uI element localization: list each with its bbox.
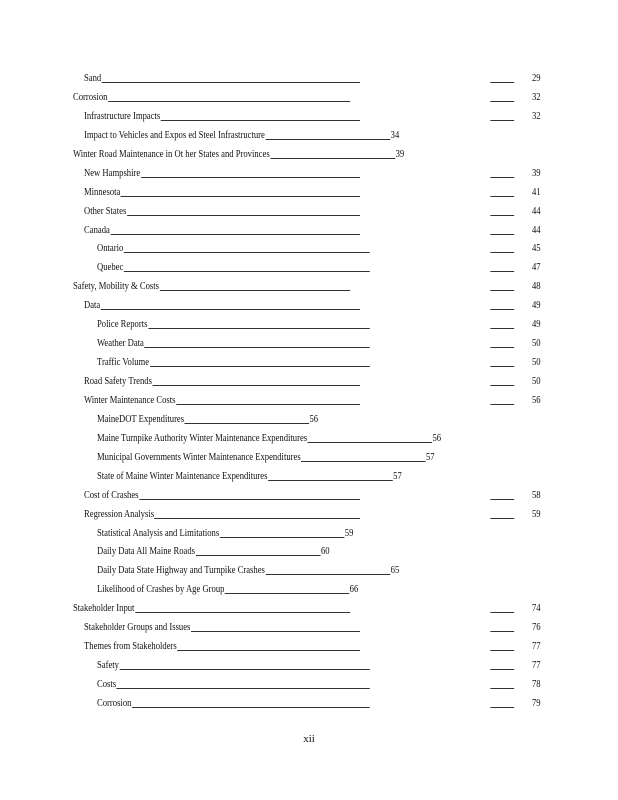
toc-entry-title: Other States: [83, 205, 127, 217]
toc-dot-leader: [153, 385, 360, 386]
toc-entry-page: 57: [393, 470, 402, 482]
toc-entry-page: 39: [531, 167, 541, 179]
toc-short-leader: [490, 366, 514, 367]
toc-entry-page: 29: [531, 73, 541, 84]
toc-entry-page: 66: [349, 584, 359, 596]
toc-dot-leader: [111, 234, 360, 235]
toc-dot-leader: [301, 461, 426, 462]
toc-short-leader: [490, 707, 514, 708]
toc-dot-leader: [124, 252, 370, 253]
toc-dot-leader: [102, 82, 360, 83]
toc-entry[interactable]: [0, 335, 541, 354]
toc-entry[interactable]: [0, 525, 507, 544]
toc-entry[interactable]: [0, 657, 541, 676]
toc-dot-leader: [141, 177, 360, 178]
toc-dot-leader: [220, 537, 345, 538]
toc-entry-title: Weather Data: [96, 338, 144, 350]
toc-dot-leader: [121, 196, 360, 197]
toc-entry-title: Quebec: [96, 262, 124, 274]
toc-entry-title: Ontario: [96, 243, 124, 255]
toc-entry-page: 41: [531, 186, 541, 198]
toc-entry[interactable]: [0, 89, 541, 108]
toc-entry-page: 58: [531, 489, 541, 501]
toc-entry[interactable]: [0, 297, 541, 316]
toc-dot-leader: [132, 707, 370, 708]
toc-entry-page: 44: [531, 224, 541, 236]
toc-entry[interactable]: [0, 619, 541, 638]
toc-entry-page: 44: [531, 205, 541, 217]
page-number: xii: [303, 733, 315, 745]
toc-short-leader: [490, 309, 514, 310]
toc-short-leader: [490, 82, 514, 83]
toc-dot-leader: [308, 442, 433, 443]
toc-entry-page: 45: [531, 243, 541, 255]
toc-short-leader: [490, 120, 514, 121]
toc-entry-page: 39: [395, 148, 405, 160]
toc-entry[interactable]: [0, 411, 507, 430]
toc-entry-title: Safety, Mobility & Costs: [72, 281, 160, 293]
toc-entry[interactable]: [0, 240, 541, 259]
toc-dot-leader: [144, 347, 370, 348]
toc-entry[interactable]: [0, 487, 541, 506]
toc-entry-page: 56: [531, 394, 541, 406]
toc-short-leader: [490, 196, 514, 197]
toc-entry[interactable]: [0, 108, 541, 127]
toc-entry-page: 77: [531, 641, 541, 653]
toc-entry-page: 65: [390, 565, 400, 577]
toc-entry[interactable]: [0, 354, 541, 373]
toc-short-leader: [490, 518, 514, 519]
toc-entry[interactable]: [0, 146, 507, 165]
toc-dot-leader: [150, 366, 370, 367]
toc-dot-leader: [124, 271, 370, 272]
toc-entry-title: Safety: [96, 660, 119, 672]
toc-dot-leader: [116, 688, 370, 689]
toc-entry-title: Daily Data All Maine Roads: [96, 546, 196, 558]
toc-entry-title: Maine Turnpike Authority Winter Maintenance Expenditures: [96, 432, 308, 444]
toc-entry-title: Municipal Governments Winter Maintenance Expenditures: [96, 451, 301, 463]
toc-entry-title: Winter Road Maintenance in Ot her States and Provinces: [72, 148, 270, 160]
toc-short-leader: [490, 177, 514, 178]
toc-dot-leader: [139, 499, 360, 500]
toc-entry-page: 50: [531, 376, 541, 387]
toc-entry-page: 32: [531, 91, 541, 103]
toc-dot-leader: [268, 480, 393, 481]
toc-entry-page: 79: [531, 697, 541, 709]
toc-entry-page: 47: [531, 262, 541, 274]
toc-short-leader: [490, 328, 514, 329]
toc-entry-page: 57: [425, 451, 435, 463]
toc-entry[interactable]: [0, 222, 541, 241]
toc-entry-title: Sand: [83, 73, 102, 84]
toc-entry-title: Winter Maintenance Costs: [83, 394, 176, 406]
toc-short-leader: [490, 404, 514, 405]
toc-entry-title: Infrastructure Impacts: [83, 110, 161, 122]
toc-short-leader: [490, 631, 514, 632]
toc-entry-title: Canada: [83, 224, 110, 236]
toc-entry-title: Costs: [96, 679, 117, 690]
toc-entry[interactable]: [0, 316, 541, 335]
toc-dot-leader: [266, 574, 391, 575]
toc-dot-leader: [271, 158, 396, 159]
toc-dot-leader: [191, 631, 360, 632]
toc-entry-page: 32: [531, 110, 541, 122]
toc-dot-leader: [120, 669, 370, 670]
toc-entry[interactable]: [0, 259, 541, 278]
toc-entry-page: 49: [531, 319, 541, 331]
toc-short-leader: [490, 612, 514, 613]
toc-short-leader: [490, 215, 514, 216]
toc-dot-leader: [196, 555, 321, 556]
toc-entry[interactable]: [0, 70, 541, 89]
toc-entry-title: Data: [83, 300, 101, 312]
toc-short-leader: [490, 271, 514, 272]
toc-short-leader: [490, 669, 514, 670]
toc-entry[interactable]: [0, 184, 541, 203]
toc-entry[interactable]: [0, 695, 541, 714]
toc-entry-title: Regression Analysis: [83, 508, 155, 520]
toc-entry-title: Corrosion: [96, 697, 132, 709]
toc-entry-page: 50: [531, 338, 541, 350]
toc-entry[interactable]: [0, 430, 507, 449]
toc-entry[interactable]: [0, 127, 507, 146]
toc-entry[interactable]: [0, 581, 507, 600]
toc-entry-title: Stakeholder Input: [72, 603, 135, 615]
toc-entry-title: Themes from Stakeholders: [83, 641, 177, 653]
toc-entry-title: Traffic Volume: [96, 357, 150, 369]
toc-entry-page: 56: [432, 432, 442, 444]
toc-entry-page: 76: [531, 622, 541, 634]
table-of-contents: [0, 70, 618, 714]
toc-entry[interactable]: [0, 562, 507, 581]
toc-entry-page: 78: [531, 679, 541, 690]
toc-dot-leader: [108, 101, 350, 102]
toc-dot-leader: [160, 290, 350, 291]
toc-dot-leader: [148, 328, 370, 329]
toc-dot-leader: [161, 120, 360, 121]
toc-dot-leader: [176, 404, 360, 405]
toc-entry-title: Stakeholder Groups and Issues: [83, 622, 191, 634]
toc-entry-title: Cost of Crashes: [83, 489, 139, 501]
toc-dot-leader: [127, 215, 360, 216]
toc-dot-leader: [177, 650, 360, 651]
toc-short-leader: [490, 385, 514, 386]
toc-entry-title: New Hampshire: [83, 167, 141, 179]
toc-entry[interactable]: [0, 373, 541, 392]
toc-entry-page: 56: [309, 413, 319, 425]
toc-short-leader: [490, 290, 514, 291]
toc-short-leader: [490, 650, 514, 651]
toc-entry-page: 59: [531, 508, 541, 520]
toc-short-leader: [490, 347, 514, 348]
toc-entry-title: State of Maine Winter Maintenance Expenditures: [96, 470, 268, 482]
toc-entry-title: Daily Data State Highway and Turnpike Crashes: [96, 565, 265, 577]
toc-dot-leader: [135, 612, 350, 613]
toc-entry-title: Likelihood of Crashes by Age Group: [96, 584, 225, 596]
toc-entry-page: 49: [531, 300, 541, 312]
toc-short-leader: [490, 688, 514, 689]
toc-entry[interactable]: [0, 676, 541, 695]
toc-dot-leader: [225, 593, 350, 594]
toc-short-leader: [490, 499, 514, 500]
toc-entry[interactable]: [0, 165, 541, 184]
toc-entry-page: 50: [531, 357, 541, 369]
toc-entry-page: 74: [531, 603, 541, 615]
toc-entry-page: 60: [320, 546, 330, 558]
toc-entry-title: Statistical Analysis and Limitations: [96, 527, 220, 539]
toc-entry[interactable]: [0, 392, 541, 411]
toc-entry-title: Police Reports: [96, 319, 148, 331]
toc-short-leader: [490, 252, 514, 253]
toc-entry[interactable]: [0, 506, 541, 525]
toc-entry[interactable]: [0, 203, 541, 222]
toc-entry-page: 77: [531, 660, 541, 672]
toc-entry-title: Corrosion: [72, 91, 108, 103]
toc-short-leader: [490, 101, 514, 102]
toc-entry-page: 59: [344, 527, 354, 539]
toc-dot-leader: [266, 139, 391, 140]
toc-entry-title: Minnesota: [83, 186, 121, 198]
toc-entry-title: MaineDOT Expenditures: [96, 413, 185, 425]
toc-entry-page: 34: [390, 129, 400, 141]
toc-dot-leader: [101, 309, 360, 310]
toc-short-leader: [490, 234, 514, 235]
toc-entry-title: Impact to Vehicles and Expos ed Steel Infrastructure: [83, 129, 265, 141]
toc-entry[interactable]: [0, 449, 507, 468]
toc-entry-title: Road Safety Trends: [83, 376, 152, 387]
toc-entry[interactable]: [0, 543, 507, 562]
toc-dot-leader: [185, 423, 310, 424]
toc-entry[interactable]: [0, 468, 507, 487]
toc-entry-page: 48: [531, 281, 541, 293]
toc-dot-leader: [154, 518, 360, 519]
toc-entry[interactable]: [0, 600, 541, 619]
toc-entry[interactable]: [0, 278, 541, 297]
toc-entry[interactable]: [0, 638, 541, 657]
